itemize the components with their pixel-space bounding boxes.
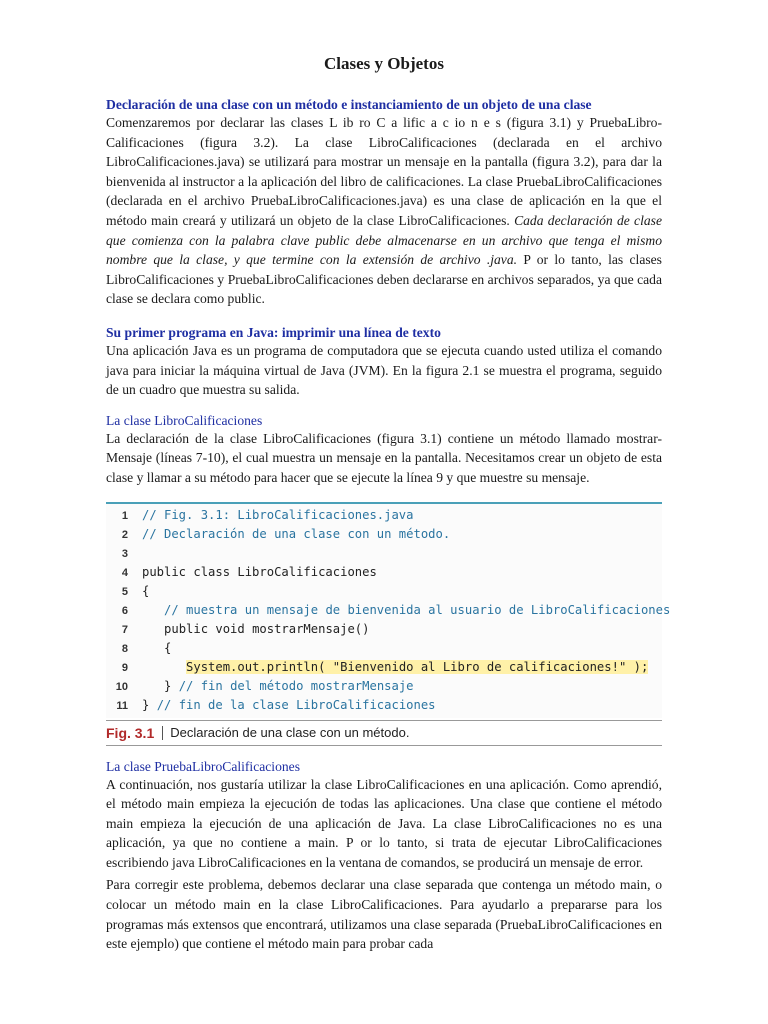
figure-caption — [106, 720, 662, 746]
paragraph-text: P or lo tanto, las clases LibroCalificaciones y PruebaLibroCalificaciones deben declararse en archivos separados, ya que cada clase se declara como public. — [106, 252, 662, 307]
figure-label: Fig. 3.1 — [106, 724, 155, 741]
code-line — [106, 544, 662, 563]
paragraph-text: Comenzaremos por declarar las clases L ib ro C a lific a c io n e s (figura 3.1) y PruebaLibro-Calificaciones (figura 3.2). La clase LibroCalificaciones (declarada en el archivo LibroCalificaciones.java) se utilizará para mostrar un mensaje en la pantalla (figura 3.2), para dar la bienvenida al instructor a la aplicación del libro de calificaciones. La clase PruebaLibroCalificaciones (declarada en el archivo PruebaLibroCalificaciones.java) es una clase de aplicación en la que el método main creará y utilizará un objeto de la clase LibroCalificaciones. — [106, 115, 662, 228]
line-number: 7 — [121, 623, 128, 636]
italic-rule-text: Cada declaración de clase que comienza con la palabra clave public debe almacenarse en un archivo que tenga el mismo nombre que la clase, y que termine con la extensión de archivo .java. — [106, 212, 662, 268]
section-heading-first-program: Su primer programa en Java: imprimir una línea de texto — [106, 324, 441, 340]
code-text: // muestra un mensaje de bienvenida al usuario de LibroCalificaciones — [164, 602, 671, 617]
code-listing — [106, 502, 671, 718]
code-text: } // fin de la clase LibroCalificaciones — [142, 697, 436, 712]
line-number: 2 — [121, 528, 128, 541]
section-heading-class-declaration: Declaración de una clase con un método e instanciamiento de un objeto de una clase — [106, 97, 592, 112]
code-line — [106, 563, 662, 582]
code-line — [106, 582, 662, 601]
code-figure — [106, 502, 671, 746]
paragraph-first-program: Una aplicación Java es un programa de computadora que se ejecuta cuando usted utiliza el comando java para iniciar la máquina virtual de Java (JVM). En la figura 2.1 se muestra el programa, seguido de un cuadro que muestra su salida. — [106, 342, 662, 398]
line-number: 4 — [121, 566, 128, 579]
line-number: 9 — [121, 661, 128, 674]
code-line — [106, 506, 662, 525]
section-heading-prueba-libro: La clase PruebaLibroCalificaciones — [106, 758, 301, 774]
line-number: 5 — [121, 585, 128, 598]
code-text: System.out.println( "Bienvenido al Libro de calificaciones!" ); — [186, 659, 649, 674]
paragraph-prueba-libro-a: A continuación, nos gustaría utilizar la clase LibroCalificaciones en una aplicación. Como aprendió, el método main empieza la ejecución de todas las aplicaciones. Una clase que contiene el método main empieza la ejecución de una aplicación de Java. La clase LibroCalificaciones no es una aplicación, ya que no contiene a main. P or lo tanto, si trata de ejecutar LibroCalificaciones escribiendo java LibroCalificaciones en la ventana de comandos, se producirá un mensaje de error. — [106, 776, 662, 870]
code-text: public class LibroCalificaciones — [142, 564, 377, 579]
line-number: 1 — [121, 509, 128, 522]
paragraph-class-declaration — [106, 113, 662, 309]
page-title: Clases y Objetos — [324, 54, 444, 73]
line-number: 3 — [121, 547, 128, 560]
figure-caption-text: Declaración de una clase con un método. — [170, 725, 410, 740]
document-content — [106, 54, 671, 954]
code-text: } // fin del método mostrarMensaje — [164, 678, 414, 693]
paragraph-libro-calificaciones: La declaración de la clase LibroCalificaciones (figura 3.1) contiene un método llamado mostrar-Mensaje (líneas 7-10), el cual muestra un mensaje en la pantalla. Necesitamos crear un objeto de esta clase y llamar a su método para hacer que se ejecute la línea 9 y que muestre su mensaje. — [106, 430, 662, 485]
code-line — [106, 601, 671, 620]
code-line — [106, 639, 662, 658]
line-number: 11 — [116, 699, 128, 712]
code-text: { — [142, 583, 150, 598]
code-text: // Declaración de una clase con un método. — [142, 526, 451, 541]
code-text: public void mostrarMensaje() — [164, 621, 370, 636]
caption-divider — [162, 726, 163, 740]
code-text: { — [164, 640, 172, 655]
paragraph-prueba-libro-b: Para corregir este problema, debemos declarar una clase separada que contenga un método main, o colocar un método main en la clase LibroCalificaciones. Para ayudarlo a prepararse para los programas más extensos que encontrará, utilizamos una clase separada (PruebaLibroCalificaciones en este ejemplo) que contiene el método main para probar cada — [106, 877, 662, 952]
section-heading-libro-calificaciones: La clase LibroCalificaciones — [106, 412, 263, 428]
code-line — [106, 677, 662, 696]
code-line — [106, 620, 662, 639]
code-line — [106, 658, 662, 677]
line-number: 8 — [121, 642, 128, 655]
code-text: // Fig. 3.1: LibroCalificaciones.java — [142, 507, 414, 522]
code-line — [106, 525, 662, 544]
line-number: 6 — [121, 604, 128, 617]
code-line — [106, 696, 662, 715]
line-number: 10 — [115, 680, 128, 693]
